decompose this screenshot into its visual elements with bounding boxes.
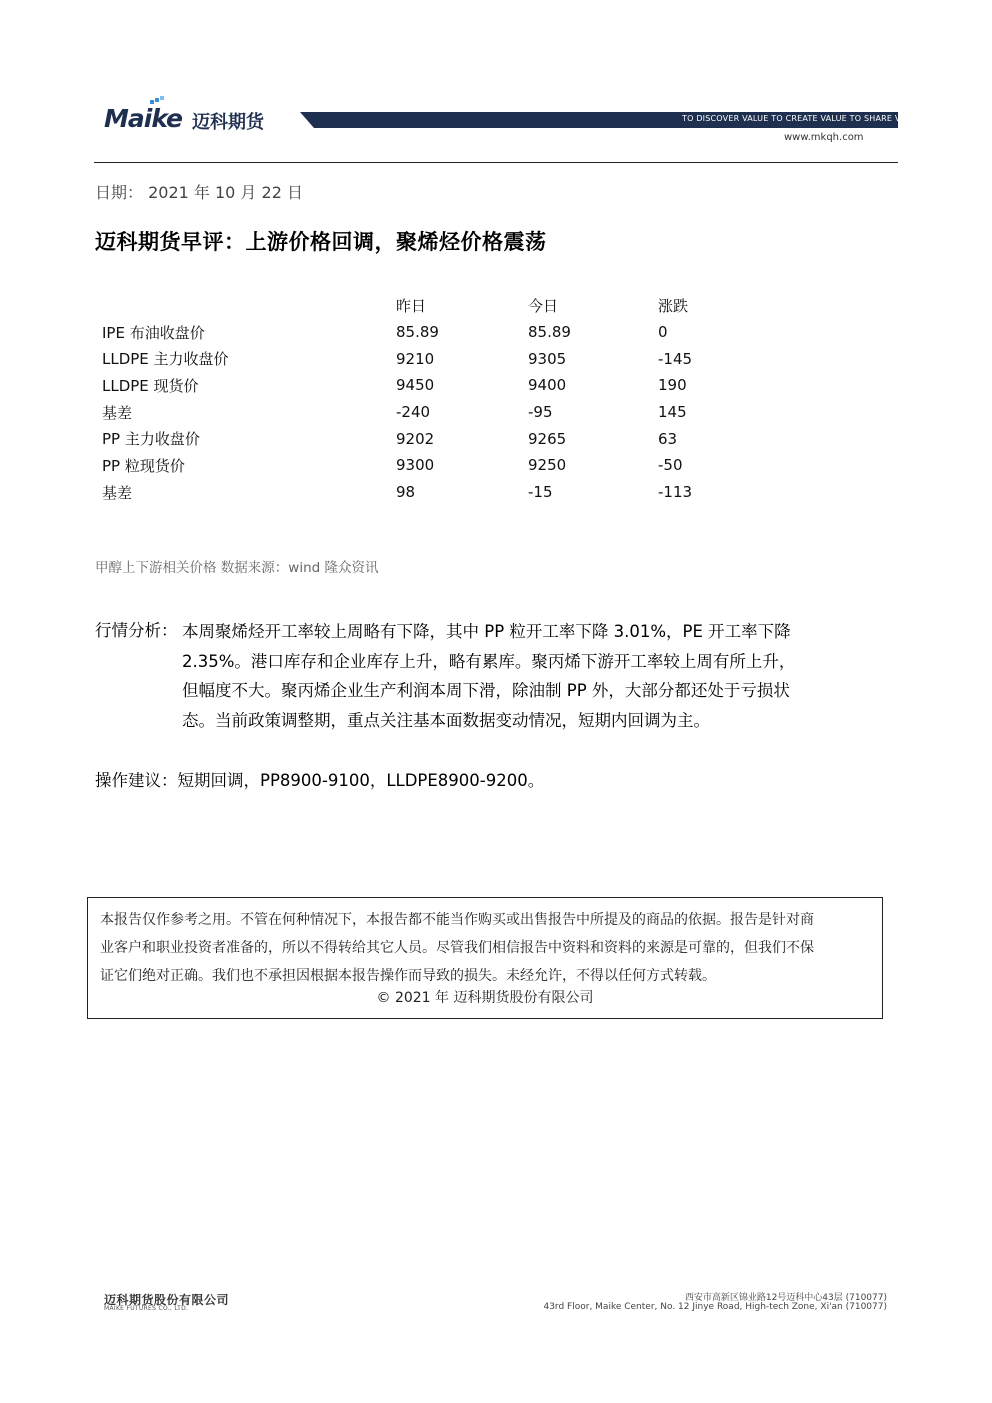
table-cell: PP 主力收盘价 — [102, 430, 200, 449]
table-cell: 63 — [658, 429, 678, 448]
data-source-note: 甲醇上下游相关价格 数据来源：wind 隆众资讯 — [95, 560, 379, 576]
table-cell: -145 — [658, 349, 693, 368]
table-header-cell: 涨跌 — [658, 296, 689, 315]
table-row — [96, 372, 778, 399]
table-cell: 145 — [658, 403, 687, 422]
table-cell: -50 — [658, 456, 683, 475]
table-cell: 9250 — [528, 456, 567, 475]
slogan-text: TO DISCOVER VALUE TO CREATE VALUE TO SHARE VALUE — [682, 114, 922, 123]
table-cell: LLDPE 现货价 — [102, 376, 199, 395]
table-row — [96, 319, 778, 346]
table-cell: -95 — [528, 403, 553, 422]
report-title: 迈科期货早评：上游价格回调，聚烯烃价格震荡 — [95, 230, 547, 254]
report-date: 日期： 2021 年 10 月 22 日 — [95, 183, 303, 202]
table-cell: 0 — [658, 323, 668, 342]
logo-wordmark: Maike — [104, 104, 183, 133]
footer-company-en: MAIKE FUTURES CO., LTD. — [104, 1305, 189, 1312]
table-cell: 98 — [396, 483, 416, 502]
footer-address-cn: 西安市高新区锦业路12号迈科中心43层 (710077) — [684, 1293, 887, 1303]
table-row — [96, 479, 778, 506]
table-cell: 9450 — [396, 376, 435, 395]
disclaimer-line: 证它们绝对正确。我们也不承担因根据本报告操作而导致的损失。未经允许，不得以任何方式转载。 — [100, 968, 716, 984]
table-cell: -240 — [396, 403, 431, 422]
analysis-line: 本周聚烯烃开工率较上周略有下降，其中 PP 粒开工率下降 3.01%，PE 开工率下降 — [182, 622, 791, 641]
table-header-cell: 昨日 — [396, 296, 427, 315]
table-cell: 9305 — [528, 349, 567, 368]
table-cell: IPE 布油收盘价 — [102, 323, 205, 342]
table-row — [96, 345, 778, 372]
header-divider — [94, 162, 898, 163]
disclaimer-box — [87, 897, 883, 1019]
disclaimer-line: 本报告仅作参考之用。不管在何种情况下，本报告都不能当作购买或出售报告中所提及的商品的依据。报告是针对商 — [100, 912, 814, 928]
table-header-cell — [96, 292, 396, 319]
footer-company-cn: 迈科期货股份有限公司 — [104, 1293, 230, 1307]
table-cell: 9265 — [528, 429, 567, 448]
logo-chinese-name: 迈科期货 — [192, 112, 264, 133]
copyright-text: © 2021 年 迈科期货股份有限公司 — [376, 990, 594, 1006]
table-cell: 85.89 — [396, 323, 439, 342]
website-text: www.mkqh.com — [784, 132, 864, 143]
table-header-cell: 今日 — [528, 296, 559, 315]
table-cell: 85.89 — [528, 323, 571, 342]
disclaimer-line: 业客户和职业投资者准备的，所以不得转给其它人员。尽管我们相信报告中资料和资料的来源是可靠的，但我们不保 — [100, 940, 814, 956]
analysis-line: 2.35%。港口库存和企业库存上升，略有累库。聚丙烯下游开工率较上周有所上升， — [182, 651, 796, 671]
table-cell: 基差 — [102, 483, 133, 502]
analysis-label: 行情分析： — [95, 621, 178, 640]
table-row — [96, 399, 778, 426]
operation-advice: 操作建议：短期回调，PP8900-9100，LLDPE8900-9200。 — [95, 771, 545, 790]
table-cell: 9300 — [396, 456, 435, 475]
table-cell: -113 — [658, 483, 693, 502]
analysis-line: 但幅度不大。聚丙烯企业生产利润本周下滑，除油制 PP 外，大部分都还处于亏损状 — [182, 681, 790, 700]
table-row — [96, 452, 778, 479]
price-table — [96, 292, 778, 506]
footer-address-en: 43rd Floor, Maike Center, No. 12 Jinye Road, High-tech Zone, Xi'an (710077) — [543, 1302, 887, 1312]
table-header-row — [96, 292, 778, 319]
table-row — [96, 425, 778, 452]
table-cell: 9400 — [528, 376, 567, 395]
table-cell: -15 — [528, 483, 553, 502]
disclaimer-text — [100, 906, 872, 990]
table-cell: 9210 — [396, 349, 435, 368]
table-cell: 基差 — [102, 403, 133, 422]
table-cell: PP 粒现货价 — [102, 456, 185, 475]
analysis-line: 态。当前政策调整期，重点关注基本面数据变动情况，短期内回调为主。 — [182, 710, 710, 730]
table-cell: 9202 — [396, 429, 435, 448]
table-cell: LLDPE 主力收盘价 — [102, 350, 229, 369]
table-cell: 190 — [658, 376, 687, 395]
analysis-body — [182, 617, 832, 735]
